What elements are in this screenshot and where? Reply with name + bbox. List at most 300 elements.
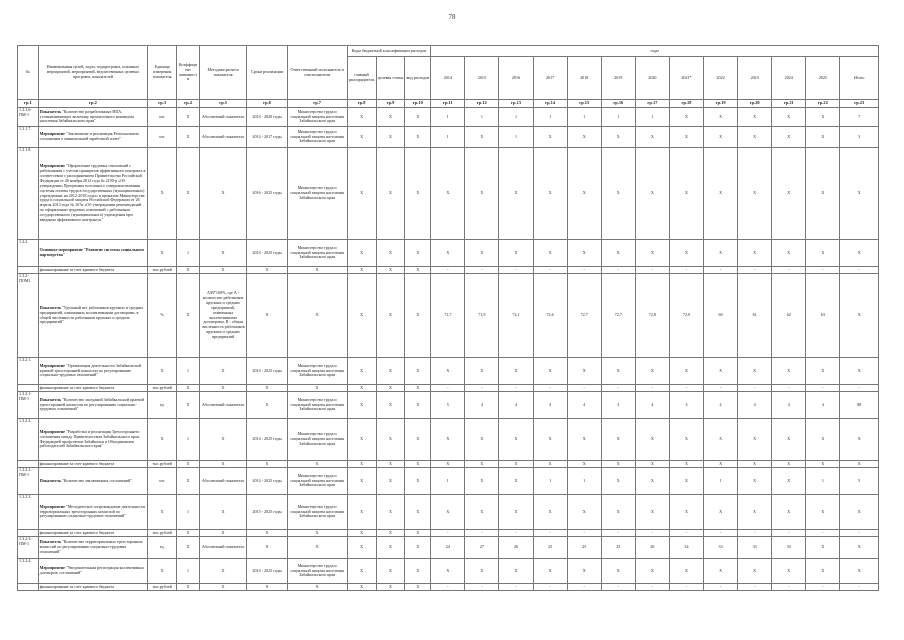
header-year: 2017 [533,57,567,100]
row-year-value: - [772,385,806,392]
row-number: 1.3.2.1. [18,358,39,385]
row-number [18,584,39,591]
row-year-value: 1 [806,468,840,495]
row-year-value: X [772,358,806,385]
row-budget-code: X [376,127,405,148]
row-coef: X [177,267,200,274]
row-budget-code: X [376,461,405,468]
row-year-value: 4 [499,392,533,419]
row-year-value: X [772,495,806,530]
header-term: Сроки реализации [247,46,287,100]
row-coef: X [177,530,200,537]
row-number: 1.3.2.1-ПМ-1 [18,392,39,419]
row-year-value: - [431,530,465,537]
row-year-value: 4 [738,392,772,419]
row-year-value: - [738,385,772,392]
row-budget-code: X [376,495,405,530]
header-year: 2015 [465,57,499,100]
row-responsible: Министерство труда и социальной защиты населения Забайкальского края [287,240,347,267]
row-year-value: 71,7 [431,274,465,358]
header-unit: Единица измерения показателя [148,46,177,100]
column-number: гр.3 [148,100,177,108]
table-row [18,240,879,267]
row-year-value: X [465,148,499,240]
row-method: Абсолютный показатель [199,468,247,495]
row-year-value: 71,9 [465,274,499,358]
financing-row [18,385,879,392]
column-number: гр.21 [772,100,806,108]
row-year-value: 1 [431,468,465,495]
row-name [38,274,148,358]
row-budget-code: X [376,358,405,385]
row-year-value: - [601,385,635,392]
table-row [18,419,879,461]
row-year-value: X [806,127,840,148]
row-coef: X [177,537,200,559]
row-year-value: X [704,148,738,240]
row-method: Абсолютный показатель [199,537,247,559]
row-method: X [199,461,247,468]
row-term: 2014 - 2025 годы [247,468,287,495]
row-budget-code: X [376,419,405,461]
row-year-value: - [704,267,738,274]
row-year-value: X [431,419,465,461]
row-name-kind: Мероприятие [39,428,66,434]
row-year-value: X [499,468,533,495]
row-year-value: X [635,127,669,148]
row-responsible: Министерство труда и социальной защиты населения Забайкальского края [287,495,347,530]
row-year-value: 5 [431,392,465,419]
row-coef: X [177,584,200,591]
header-year: 2019 [601,57,635,100]
row-name [38,385,148,392]
row-year-value: - [465,530,499,537]
row-year-value: 4 [669,392,703,419]
row-year-value: X [601,461,635,468]
row-year-value: - [738,530,772,537]
row-term: X [247,537,287,559]
row-name-text: финансирование за счет краевого бюджета [39,583,115,589]
row-responsible: X [287,461,347,468]
row-year-value: - [806,584,840,591]
row-budget-code: X [405,148,431,240]
row-responsible: X [287,584,347,591]
row-year-value: 4 [635,392,669,419]
row-year-value: 63 [806,274,840,358]
row-method: X [199,530,247,537]
row-coef: X [177,127,200,148]
row-year-value: X [704,240,738,267]
column-number: гр.19 [704,100,738,108]
row-year-value: X [772,127,806,148]
row-year-value: X [738,127,772,148]
row-year-value: - [499,584,533,591]
row-year-value: X [772,468,806,495]
row-year-value: - [840,584,879,591]
row-unit: % [148,274,177,358]
row-year-value: 4 [806,392,840,419]
row-term: 2014 - 2025 годы [247,419,287,461]
table-row [18,127,879,148]
row-year-value: X [499,358,533,385]
row-year-value: X [601,468,635,495]
row-name-text: "Количество разработанных НПА, устанавливающих величину прожиточного минимума населения Забайкальского края" [39,108,134,124]
row-year-value: X [635,148,669,240]
row-year-value: - [704,385,738,392]
row-year-value: - [567,267,601,274]
header-year: 2025 [806,57,840,100]
column-number: гр.20 [738,100,772,108]
row-year-value: - [567,530,601,537]
row-year-value: X [465,419,499,461]
row-term: 2014 - 2017 годы [247,127,287,148]
row-name [38,267,148,274]
row-budget-code: X [405,108,431,127]
row-year-value: X [669,559,703,584]
row-coef: X [177,148,200,240]
row-budget-code: X [376,559,405,584]
row-term: 2014 - 2025 годы [247,559,287,584]
row-year-value: 1 [567,468,601,495]
financing-row [18,584,879,591]
row-number: 1.3.2. [18,240,39,267]
row-year-value: X [806,148,840,240]
row-year-value: X [533,559,567,584]
row-number: 1.3.2.3. [18,495,39,530]
column-number: гр.13 [499,100,533,108]
row-number: 1.3.2.4. [18,559,39,584]
row-year-value: X [533,495,567,530]
header-year: 2022 [704,57,738,100]
row-budget-code: X [376,468,405,495]
row-name [38,358,148,385]
row-budget-code: X [347,584,376,591]
row-year-value: X [465,358,499,385]
row-method: X [199,148,247,240]
row-name-text: "Количество заседаний Забайкальской краевой трехсторонней комиссии по регулированию социально-трудовых отношений" [39,396,144,412]
row-method: X [199,584,247,591]
row-budget-code: X [376,537,405,559]
row-method: X [199,559,247,584]
row-year-value: 4 [772,392,806,419]
row-year-value: X [567,240,601,267]
row-year-value: - [533,385,567,392]
row-year-value: 1 [431,127,465,148]
row-year-value: X [601,559,635,584]
row-year-value: X [840,240,879,267]
row-number [18,385,39,392]
row-budget-code: X [347,108,376,127]
table-row [18,537,879,559]
row-year-value: X [772,240,806,267]
row-year-value: - [499,267,533,274]
row-year-value: X [669,127,703,148]
row-name [38,530,148,537]
row-name-text: финансирование за счет краевого бюджета [39,384,115,390]
row-year-value: 1 [431,108,465,127]
row-budget-code: X [347,530,376,537]
row-budget-code: X [405,495,431,530]
row-year-value: - [738,267,772,274]
table-row [18,148,879,240]
row-term: 2014 - 2020 годы [247,108,287,127]
row-year-value: X [704,358,738,385]
financing-row [18,530,879,537]
row-year-value: X [499,495,533,530]
row-budget-code: X [405,385,431,392]
row-name-text: финансирование за счет краевого бюджета [39,266,115,272]
row-method: А/В*100%, где А - количество работников крупных и средних предприятий, охваченных коллективными договорами, В - общая численность работников крупных и средних предприятий [199,274,247,358]
row-name-kind: Мероприятие [39,163,66,169]
row-year-value: X [635,461,669,468]
row-budget-code: X [347,537,376,559]
row-name-text: "Методическое сопровождение деятельности территориальных трехсторонних комиссий по регулированию социально-трудовых отношений" [39,503,145,519]
row-unit: X [148,148,177,240]
row-year-value: X [499,419,533,461]
row-year-value: 33 [704,537,738,559]
row-year-value: - [704,530,738,537]
row-budget-code: X [405,127,431,148]
row-name-kind: Показатель [39,304,62,310]
row-budget-code: X [376,148,405,240]
row-year-value: 4 [465,392,499,419]
row-unit: ед. [148,537,177,559]
row-year-value: X [704,461,738,468]
row-name [38,240,148,267]
column-number: гр.5 [199,100,247,108]
row-budget-code: X [405,559,431,584]
row-year-value: - [772,267,806,274]
row-year-value: X [738,148,772,240]
row-year-value: - [635,584,669,591]
column-number: гр.14 [533,100,567,108]
column-number: гр.4 [177,100,200,108]
row-year-value: 3 [601,392,635,419]
row-coef: X [177,108,200,127]
header-year: 2023 [738,57,772,100]
row-term: X [247,385,287,392]
row-name-text: "Уведомительная регистрация коллективных договоров, соглашений" [39,565,145,575]
row-unit: тыс.рублей [148,385,177,392]
header-coef: Коэффициент значимости [177,46,200,100]
row-year-value: - [431,385,465,392]
row-method: X [199,267,247,274]
row-year-value: X [499,461,533,468]
program-table [17,45,879,591]
header-year: 2024 [772,57,806,100]
column-number: гр.2 [38,100,148,108]
row-responsible: X [287,537,347,559]
row-budget-code: X [405,584,431,591]
row-year-value: - [567,584,601,591]
row-name-kind: Мероприятие [39,503,66,509]
row-year-value: X [738,559,772,584]
column-number: гр.17 [635,100,669,108]
row-term: X [247,274,287,358]
row-year-value: - [601,584,635,591]
header-budget-col: вид расходов [405,57,431,100]
column-number: гр.11 [431,100,465,108]
row-year-value: 60 [704,274,738,358]
row-name-text: "Организация деятельности Забайкальской краевой трехсторонней комиссии по регулированию социально-трудовых отношений" [39,362,142,378]
row-responsible: X [287,530,347,537]
header-year: 2020 [635,57,669,100]
row-budget-code: X [405,358,431,385]
row-year-value: X [533,461,567,468]
row-year-value: X [431,495,465,530]
financing-row [18,461,879,468]
row-year-value: X [772,108,806,127]
table-row [18,392,879,419]
row-name [38,108,148,127]
row-responsible: Министерство труда и социальной защиты населения Забайкальского края [287,419,347,461]
row-unit: тыс.рублей [148,584,177,591]
row-number: 1.3.2.2.-ПМ-1 [18,468,39,495]
row-budget-code: X [405,461,431,468]
row-year-value: 33 [772,537,806,559]
header-year: 2014 [431,57,465,100]
table-row [18,108,879,127]
row-year-value: 1 [533,108,567,127]
row-year-value: 24 [431,537,465,559]
row-budget-code: X [405,240,431,267]
row-budget-code: X [347,559,376,584]
row-responsible: X [287,385,347,392]
row-budget-code: X [405,530,431,537]
row-year-value: - [635,530,669,537]
row-year-value: 4 [704,392,738,419]
row-year-value: X [772,148,806,240]
row-unit: шт. [148,108,177,127]
row-year-value: X [772,461,806,468]
row-unit: шт. [148,127,177,148]
row-name-kind: Мероприятие [39,565,66,571]
row-year-value: X [601,127,635,148]
row-year-value: 88 [840,392,879,419]
row-year-value: - [669,584,703,591]
row-budget-code: X [347,358,376,385]
row-year-value: - [499,530,533,537]
row-unit: тыс.рублей [148,530,177,537]
row-year-value: X [567,419,601,461]
row-budget-code: X [376,584,405,591]
row-name-kind: Показатель [39,396,62,402]
row-year-value: X [465,495,499,530]
row-term: X [247,530,287,537]
row-year-value: - [806,267,840,274]
row-name-text: "Количество территориальных трехсторонних комиссий по регулированию социально-трудовых отношений" [39,539,143,554]
row-year-value: X [840,461,879,468]
row-year-value: X [772,419,806,461]
header-budget-col: главный распорядитель [347,57,376,100]
row-name-text: "Оформление трудовых отношений с работниками с учетом принципов эффективного контракта в соответствии с распоряжением Правительства Российской Федерации от 26 ноября 2012 года № 2190-р «Об утверждении Программы поэтапного совершенствования системы оплаты труда в государственных (муниципальных) учреждениях на 2012-2018 годы» и приказом Министерства труда и социальной защиты Российской Федерации от 26 апреля 2013 года № 167н «Об утверждении рекомендаций по оформлению трудовых отношений с работником государственного (муниципального) учреждения при введении эффективного контракта»" [39,163,146,223]
row-year-value: - [669,530,703,537]
row-method: Абсолютный показатель [199,392,247,419]
row-name [38,419,148,461]
row-name [38,584,148,591]
row-number: 1.3.2-ПОМ1 [18,274,39,358]
row-name-kind: Показатель [39,108,62,114]
row-coef: 1 [177,240,200,267]
row-coef: X [177,461,200,468]
row-year-value: X [567,495,601,530]
row-term: 2015 - 2025 годы [247,495,287,530]
row-budget-code: X [405,468,431,495]
row-budget-code: X [347,267,376,274]
row-name-text: финансирование за счет краевого бюджета [39,529,115,535]
header-year: 2018 [567,57,601,100]
column-number: гр.7 [287,100,347,108]
column-number: гр.18 [669,100,703,108]
row-year-value: X [601,358,635,385]
row-term: X [247,392,287,419]
row-year-value: X [840,495,879,530]
row-year-value: X [669,468,703,495]
row-name-text: "Количество заключенных соглашений" [61,477,132,483]
row-number: 1.3.1.8. [18,148,39,240]
row-year-value: X [806,358,840,385]
row-year-value: X [669,461,703,468]
row-name [38,468,148,495]
row-responsible: X [287,274,347,358]
row-year-value: X [840,358,879,385]
row-year-value: - [840,385,879,392]
row-responsible: Министерство труда и социальной защиты населения Забайкальского края [287,392,347,419]
row-number: 1.3.1.6-ПМ-1 [18,108,39,127]
row-coef: X [177,392,200,419]
row-year-value: X [840,537,879,559]
row-year-value: X [806,108,840,127]
row-coef: 1 [177,559,200,584]
row-name-kind: Мероприятие [39,131,66,137]
row-year-value: - [840,530,879,537]
row-year-value: X [806,559,840,584]
header-year: 2016 [499,57,533,100]
row-name-kind: Мероприятие [39,362,66,368]
row-year-value: X [533,358,567,385]
row-unit: X [148,240,177,267]
row-year-value: 5 [840,468,879,495]
row-name [38,127,148,148]
row-year-value: 26 [635,537,669,559]
row-year-value: X [738,419,772,461]
row-budget-code: X [376,530,405,537]
row-year-value: X [738,240,772,267]
row-year-value: X [465,461,499,468]
row-year-value: X [635,419,669,461]
column-number: гр.15 [567,100,601,108]
row-year-value: - [635,385,669,392]
row-year-value: X [465,468,499,495]
row-year-value: 1 [533,468,567,495]
row-budget-code: X [347,274,376,358]
column-number: гр.10 [405,100,431,108]
row-year-value: 27 [465,537,499,559]
row-name [38,461,148,468]
row-year-value: 1 [635,108,669,127]
row-year-value: X [635,468,669,495]
row-year-value: X [840,274,879,358]
row-term: X [247,267,287,274]
row-method: Абсолютный показатель [199,108,247,127]
row-year-value: X [499,559,533,584]
row-year-value: 4 [567,392,601,419]
row-coef: X [177,274,200,358]
row-term: 2014 - 2025 годы [247,358,287,385]
row-budget-code: X [405,274,431,358]
row-unit: тыс.рублей [148,267,177,274]
row-name-text: "Заключение и реализация Регионального соглашения о минимальной заработной плате" [39,131,140,141]
